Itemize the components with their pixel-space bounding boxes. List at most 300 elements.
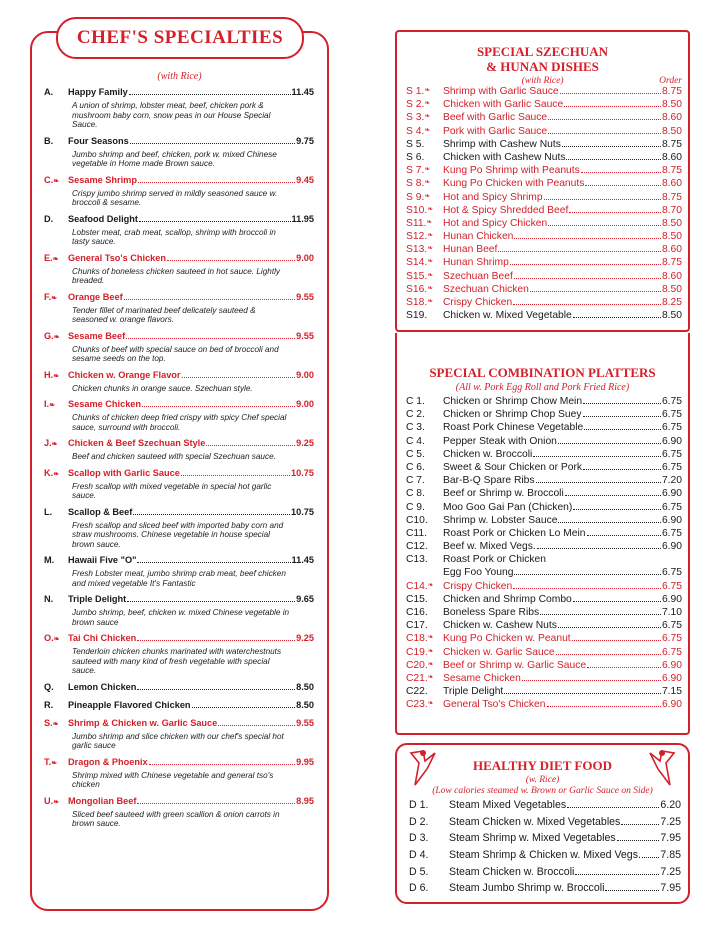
- dot-leader: [617, 840, 660, 841]
- dot-leader: [498, 251, 661, 252]
- dot-leader: [562, 146, 661, 147]
- item-price: 8.75: [661, 191, 682, 203]
- dot-leader: [513, 304, 661, 305]
- szechuan-menu-item: [406, 231, 682, 244]
- item-code: F.: [44, 291, 52, 302]
- item-price: 6.75: [661, 620, 682, 632]
- item-code-wrap: [406, 86, 443, 97]
- item-code: D 4.: [409, 849, 429, 862]
- item-name: Sesame Chicken: [443, 672, 521, 684]
- item-code: C 9.: [406, 501, 425, 513]
- chef-menu-item: [44, 468, 314, 501]
- item-name: Hot and Spicy Shrimp: [443, 191, 543, 203]
- combo-menu-item: [406, 528, 682, 541]
- item-code: S18.: [406, 297, 428, 308]
- item-code: O.: [44, 633, 54, 643]
- item-price: 7.25: [660, 865, 681, 878]
- item-code: C18.: [406, 633, 428, 645]
- item-price: 10.75: [291, 506, 314, 517]
- hot-pepper-icon: ❧: [427, 205, 434, 213]
- dot-leader: [533, 456, 661, 457]
- dot-leader: [218, 725, 295, 726]
- item-price: 8.50: [661, 283, 682, 295]
- item-name: Mongolian Beef: [68, 795, 137, 806]
- item-code: S 1.: [406, 86, 425, 97]
- dot-leader: [587, 667, 661, 668]
- chef-menu-item: [44, 633, 314, 676]
- item-description: Beef and chicken sauteed with special Szechuan sauce.: [72, 452, 276, 461]
- dot-leader: [642, 857, 659, 858]
- item-price: 9.55: [296, 291, 314, 302]
- item-code: D.: [44, 213, 54, 224]
- szechuan-menu-item: [406, 257, 682, 270]
- dot-leader: [558, 627, 661, 628]
- item-name: Sesame Chicken: [68, 399, 142, 409]
- item-code: S19.: [406, 310, 428, 322]
- dot-leader: [126, 338, 295, 339]
- item-name: Hunan Shrimp: [443, 257, 509, 269]
- combo-menu-item: [406, 449, 682, 462]
- item-price: 6.75: [661, 527, 682, 539]
- item-price: 7.95: [660, 882, 681, 895]
- item-price: 8.50: [296, 699, 314, 710]
- healthy-menu-item: [409, 849, 681, 866]
- item-price: 8.70: [661, 204, 682, 216]
- item-code: C21.: [406, 672, 428, 684]
- item-price: 8.60: [661, 270, 682, 282]
- hot-pepper-icon: ❧: [53, 798, 60, 806]
- combo-menu-item: [406, 581, 682, 594]
- item-name: Boneless Spare Ribs: [443, 607, 540, 618]
- item-price: 8.60: [661, 244, 682, 256]
- dot-leader: [583, 469, 661, 470]
- dot-leader: [583, 403, 661, 404]
- chef-item-row: [44, 292, 314, 304]
- item-price: 6.90: [661, 435, 682, 447]
- dot-leader: [605, 890, 659, 891]
- chef-menu-item: [44, 399, 314, 432]
- item-price: 9.55: [296, 717, 314, 728]
- item-name: Steam Shrimp & Chicken w. Mixed Vegs.: [449, 849, 641, 862]
- item-name: General Tso's Chicken: [68, 252, 167, 263]
- chef-item-row: [44, 438, 314, 450]
- dot-leader: [127, 601, 295, 602]
- dot-leader: [124, 299, 295, 300]
- szechuan-menu-item: [406, 126, 682, 139]
- item-name: Chicken w. Cashew Nuts: [443, 620, 557, 632]
- item-name: Steam Shrimp w. Mixed Vegetables: [449, 832, 616, 845]
- item-name: Chicken or Shrimp Chop Suey: [443, 409, 582, 421]
- szechuan-menu-item: [406, 218, 682, 231]
- item-price: 9.65: [296, 594, 314, 604]
- item-name: Chicken w. Broccoli: [443, 448, 533, 460]
- szechuan-menu-item: [406, 112, 682, 125]
- chef-item-row: [44, 175, 314, 187]
- item-code-wrap: [44, 175, 68, 185]
- szechuan-menu-item: [406, 178, 682, 191]
- combo-menu-item: [406, 541, 682, 554]
- item-code-wrap: [406, 271, 443, 282]
- dot-leader: [142, 406, 295, 407]
- chef-item-row: [44, 331, 314, 343]
- item-code-wrap: [44, 757, 68, 767]
- combo-menu-item: [406, 475, 682, 488]
- item-name: Shrimp with Garlic Sauce: [443, 86, 559, 97]
- dot-leader: [133, 514, 290, 515]
- combo-menu-item: [406, 567, 682, 580]
- item-code: S14.: [406, 257, 428, 269]
- combo-menu-item: [406, 396, 682, 409]
- chef-menu-item: [44, 796, 314, 829]
- item-code: I.: [44, 399, 50, 409]
- combo-menu-item: [406, 607, 682, 620]
- item-name: Kung Po Shrimp with Peanuts: [443, 165, 580, 177]
- healthy-note: (Low calories steamed w. Brown or Garlic Sauce on Side): [432, 786, 653, 796]
- combo-menu-item: [406, 699, 682, 712]
- szechuan-menu-item: [406, 297, 682, 310]
- dot-leader: [530, 291, 661, 292]
- item-price: 6.20: [660, 799, 681, 811]
- hot-pepper-icon: ❧: [427, 634, 434, 642]
- chef-item-row: [44, 633, 314, 645]
- item-code-wrap: [406, 178, 443, 189]
- item-code-wrap: [406, 192, 443, 203]
- item-code: D 2.: [409, 815, 429, 828]
- item-name: Pineapple Flavored Chicken: [68, 699, 191, 710]
- item-name: Sesame Shrimp: [68, 174, 137, 185]
- item-name: Egg Foo Young: [443, 567, 514, 579]
- item-price: 8.50: [661, 217, 682, 229]
- dot-leader: [130, 143, 295, 144]
- item-name: Bar-B-Q Spare Ribs: [443, 475, 535, 487]
- item-code: E.: [44, 252, 53, 263]
- szechuan-menu-item: [406, 310, 682, 323]
- item-code-wrap: [406, 633, 443, 644]
- szechuan-title-line1: SPECIAL SZECHUAN: [476, 44, 609, 59]
- chef-item-row: [44, 507, 314, 519]
- item-code: C 4.: [406, 435, 425, 447]
- item-code-wrap: [44, 633, 68, 643]
- item-description: Fresh scallop with mixed vegetable in special hot garlic sauce.: [72, 481, 272, 500]
- item-name: Steam Chicken w. Mixed Vegetables: [449, 815, 621, 828]
- item-code: H.: [44, 369, 54, 380]
- dot-leader: [137, 803, 295, 804]
- item-name: Hunan Chicken: [443, 231, 514, 243]
- hot-pepper-icon: ❧: [51, 759, 58, 767]
- item-code: C 3.: [406, 422, 425, 434]
- item-code: N.: [44, 594, 54, 604]
- item-price: 6.75: [661, 646, 682, 658]
- item-code: C10.: [406, 514, 428, 526]
- item-name: Chicken or Shrimp Chow Mein: [443, 396, 583, 407]
- item-price: 9.00: [296, 252, 314, 263]
- hot-pepper-icon: ❧: [51, 294, 58, 302]
- hot-pepper-icon: ❧: [53, 636, 60, 643]
- item-code-wrap: [44, 253, 68, 263]
- item-code-wrap: [44, 292, 68, 302]
- item-price: 7.10: [661, 607, 682, 618]
- item-code: S 4.: [406, 125, 425, 137]
- item-name: Roast Pork or Chicken: [443, 554, 547, 566]
- dot-leader: [575, 874, 659, 875]
- item-code: C22.: [406, 686, 428, 698]
- item-code: C 1.: [406, 396, 425, 407]
- chefs-menu-list: [44, 87, 314, 835]
- item-code: C 2.: [406, 409, 425, 421]
- item-price: 6.90: [661, 672, 682, 684]
- item-price: 6.75: [661, 461, 682, 473]
- healthy-menu-item: [409, 882, 681, 899]
- item-price: 8.75: [661, 86, 682, 97]
- item-price: 6.75: [661, 396, 682, 407]
- chef-menu-item: [44, 555, 314, 588]
- dot-leader: [138, 182, 295, 183]
- combo-menu-item: [406, 515, 682, 528]
- chef-menu-item: [44, 87, 314, 130]
- item-price: 7.15: [661, 686, 682, 698]
- item-name: Beef or Shrimp w. Broccoli: [443, 488, 564, 500]
- item-description: Jumbo shrimp and slice chicken with our chef's special hot garlic sauce: [72, 731, 284, 750]
- item-code-wrap: [44, 399, 68, 409]
- item-code: G.: [44, 330, 54, 341]
- hot-pepper-icon: ❧: [424, 166, 431, 174]
- item-code-wrap: [406, 257, 443, 268]
- item-code-wrap: [406, 126, 443, 137]
- item-code-wrap: [44, 331, 68, 341]
- healthy-menu-item: [409, 799, 681, 816]
- item-price: 8.50: [661, 231, 682, 243]
- dot-leader: [581, 172, 661, 173]
- item-name: Orange Beef: [68, 291, 123, 302]
- chef-menu-item: [44, 700, 314, 712]
- dot-leader: [137, 562, 290, 563]
- item-code: S 6.: [406, 151, 425, 163]
- item-price: 6.75: [661, 633, 682, 645]
- chef-menu-item: [44, 331, 314, 364]
- item-code: D 3.: [409, 832, 429, 845]
- item-price: 9.00: [296, 399, 314, 409]
- dot-leader: [560, 93, 661, 94]
- dot-leader: [585, 185, 661, 186]
- item-name: Lemon Chicken: [68, 681, 137, 692]
- item-code: S 2.: [406, 99, 425, 111]
- item-description: Chunks of beef with special sauce on bed of broccoli and sesame seeds on the top.: [72, 344, 279, 363]
- item-code: S15.: [406, 270, 428, 282]
- dot-leader: [583, 416, 661, 417]
- chef-menu-item: [44, 292, 314, 325]
- chef-menu-item: [44, 438, 314, 462]
- szechuan-menu-item: [406, 139, 682, 152]
- szechuan-menu-item: [406, 271, 682, 284]
- combo-title: SPECIAL COMBINATION PLATTERS: [429, 365, 656, 380]
- szechuan-menu-item: [406, 152, 682, 165]
- item-code: D 1.: [409, 799, 429, 811]
- item-name: Happy Family: [68, 87, 128, 97]
- combo-menu-item: [406, 462, 682, 475]
- szechuan-order-label: Order: [659, 76, 682, 86]
- item-description: A union of shrimp, lobster meat, beef, chicken pork & mushroom baby corn, snow peas in our House Special Sauce.: [72, 101, 271, 129]
- item-name: Chicken w. Orange Flavor: [68, 369, 181, 380]
- hot-pepper-icon: ❧: [424, 126, 431, 134]
- item-description: Shrimp mixed with Chinese vegetable and general tso's chicken: [72, 770, 274, 789]
- item-code: D 6.: [409, 882, 429, 895]
- item-code: C15.: [406, 593, 428, 605]
- dot-leader: [564, 106, 661, 107]
- dot-leader: [514, 278, 661, 279]
- hot-pepper-icon: ❧: [53, 372, 60, 380]
- dot-leader: [565, 495, 661, 496]
- dot-leader: [137, 689, 295, 690]
- item-price: 10.75: [291, 467, 314, 478]
- combo-menu-item: [406, 436, 682, 449]
- item-code: C19.: [406, 646, 428, 658]
- dot-leader: [544, 199, 661, 200]
- dot-leader: [206, 445, 295, 446]
- hot-pepper-icon: ❧: [427, 271, 434, 279]
- item-price: 6.90: [661, 699, 682, 711]
- szechuan-menu-item: [406, 165, 682, 178]
- item-name: Pepper Steak with Onion: [443, 435, 557, 447]
- item-name: Hawaii Five "O": [68, 555, 137, 565]
- hot-pepper-icon: ❧: [427, 581, 434, 589]
- szechuan-hunan-panel: [395, 30, 690, 332]
- szechuan-title-line2: & HUNAN DISHES: [486, 59, 599, 74]
- dot-leader: [548, 119, 661, 120]
- szechuan-menu-item: [406, 192, 682, 205]
- item-name: Triple Delight: [68, 594, 127, 604]
- item-code: K.: [44, 467, 54, 478]
- hot-pepper-icon: ❧: [427, 673, 434, 681]
- item-code: Q.: [44, 681, 54, 692]
- dot-leader: [513, 588, 661, 589]
- item-code-wrap: [406, 699, 443, 710]
- item-price: 8.50: [661, 310, 682, 322]
- item-price: 9.95: [296, 756, 314, 767]
- item-price: 9.25: [296, 438, 314, 448]
- item-name: Scallop with Garlic Sauce: [68, 467, 180, 478]
- item-code: C23.: [406, 699, 428, 711]
- chef-item-row: [44, 757, 314, 769]
- item-code: C 8.: [406, 488, 425, 500]
- hot-pepper-icon: ❧: [424, 100, 431, 108]
- item-price: 11.95: [291, 213, 314, 224]
- dot-leader: [569, 212, 661, 213]
- dot-leader: [573, 601, 661, 602]
- item-price: 6.90: [661, 659, 682, 671]
- item-code: R.: [44, 699, 54, 710]
- dot-leader: [548, 133, 661, 134]
- chef-menu-item: [44, 175, 314, 208]
- item-price: 8.60: [661, 112, 682, 124]
- item-name: Sesame Beef: [68, 330, 126, 341]
- szechuan-menu-list: [406, 86, 682, 323]
- item-price: 6.75: [661, 448, 682, 460]
- item-price: 7.95: [660, 832, 681, 845]
- item-price: 7.25: [660, 815, 681, 828]
- item-price: 6.90: [661, 488, 682, 500]
- chefs-specialties-panel: [30, 27, 329, 911]
- hot-pepper-icon: ❧: [427, 232, 434, 240]
- item-code: S13.: [406, 244, 428, 256]
- dot-leader: [537, 548, 661, 549]
- item-name: Chicken w. Garlic Sauce: [443, 646, 555, 658]
- item-code-wrap: [44, 438, 68, 448]
- dot-leader: [182, 377, 296, 378]
- item-code: S 7.: [406, 165, 425, 177]
- item-name: Beef with Garlic Sauce: [443, 112, 548, 124]
- item-code-wrap: [44, 468, 68, 478]
- item-code: S 3.: [406, 112, 425, 124]
- healthy-diet-panel: [395, 743, 690, 904]
- dot-leader: [514, 238, 661, 239]
- healthy-subtitle: (w. Rice): [525, 775, 560, 785]
- item-name: Roast Pork Chinese Vegetable: [443, 422, 584, 434]
- item-price: 6.90: [661, 541, 682, 553]
- item-name: Steam Jumbo Shrimp w. Broccoli: [449, 882, 605, 895]
- hot-pepper-icon: ❧: [427, 700, 434, 708]
- item-name: Hunan Beef: [443, 244, 498, 256]
- chef-menu-item: [44, 682, 314, 694]
- item-name: Beef or Shrimp w. Garlic Sauce: [443, 659, 587, 671]
- item-name: Scallop & Beef: [68, 506, 133, 517]
- szechuan-menu-item: [406, 205, 682, 218]
- combo-menu-item: [406, 647, 682, 660]
- item-code: S11.: [406, 217, 427, 229]
- dot-leader: [584, 429, 661, 430]
- item-code-wrap: [406, 647, 443, 658]
- dot-leader: [587, 535, 661, 536]
- item-code-wrap: [406, 673, 443, 684]
- item-name: Szechuan Beef: [443, 270, 513, 282]
- item-price: 8.75: [661, 138, 682, 150]
- item-code: S 5.: [406, 138, 425, 150]
- chef-menu-item: [44, 594, 314, 627]
- item-name: Shrimp & Chicken w. Garlic Sauce: [68, 717, 218, 728]
- item-code-wrap: [406, 165, 443, 176]
- chef-item-row: [44, 214, 314, 226]
- item-price: 6.75: [661, 422, 682, 434]
- chef-item-row: [44, 136, 314, 148]
- dot-leader: [149, 764, 295, 765]
- szechuan-subtitle: (with Rice): [521, 76, 564, 86]
- chef-item-row: [44, 555, 314, 567]
- dot-leader: [522, 680, 661, 681]
- hot-pepper-icon: ❧: [49, 402, 55, 409]
- combo-subtitle: (All w. Pork Egg Roll and Pork Fried Rice): [455, 382, 630, 393]
- item-name: Dragon & Phoenix: [68, 756, 148, 767]
- hot-pepper-icon: ❧: [424, 87, 431, 94]
- szechuan-menu-item: [406, 284, 682, 297]
- item-name: Pork with Garlic Sauce: [443, 125, 548, 137]
- item-price: 9.75: [296, 135, 314, 146]
- combo-menu-item: [406, 502, 682, 515]
- item-name: Moo Goo Gai Pan (Chicken): [443, 501, 573, 513]
- hot-pepper-icon: ❧: [427, 298, 434, 305]
- item-price: 8.50: [661, 99, 682, 111]
- combo-menu-item: [406, 633, 682, 646]
- item-code: J.: [44, 438, 52, 448]
- item-code: T.: [44, 756, 52, 767]
- chef-item-row: [44, 682, 314, 694]
- item-price: 8.60: [661, 178, 682, 190]
- combo-menu-item: [406, 660, 682, 673]
- dot-leader: [192, 707, 296, 708]
- item-price: 6.90: [661, 514, 682, 526]
- chefs-title-banner: [56, 17, 304, 59]
- chef-item-row: [44, 594, 314, 606]
- item-price: 6.75: [661, 501, 682, 513]
- item-price: 8.50: [661, 125, 682, 137]
